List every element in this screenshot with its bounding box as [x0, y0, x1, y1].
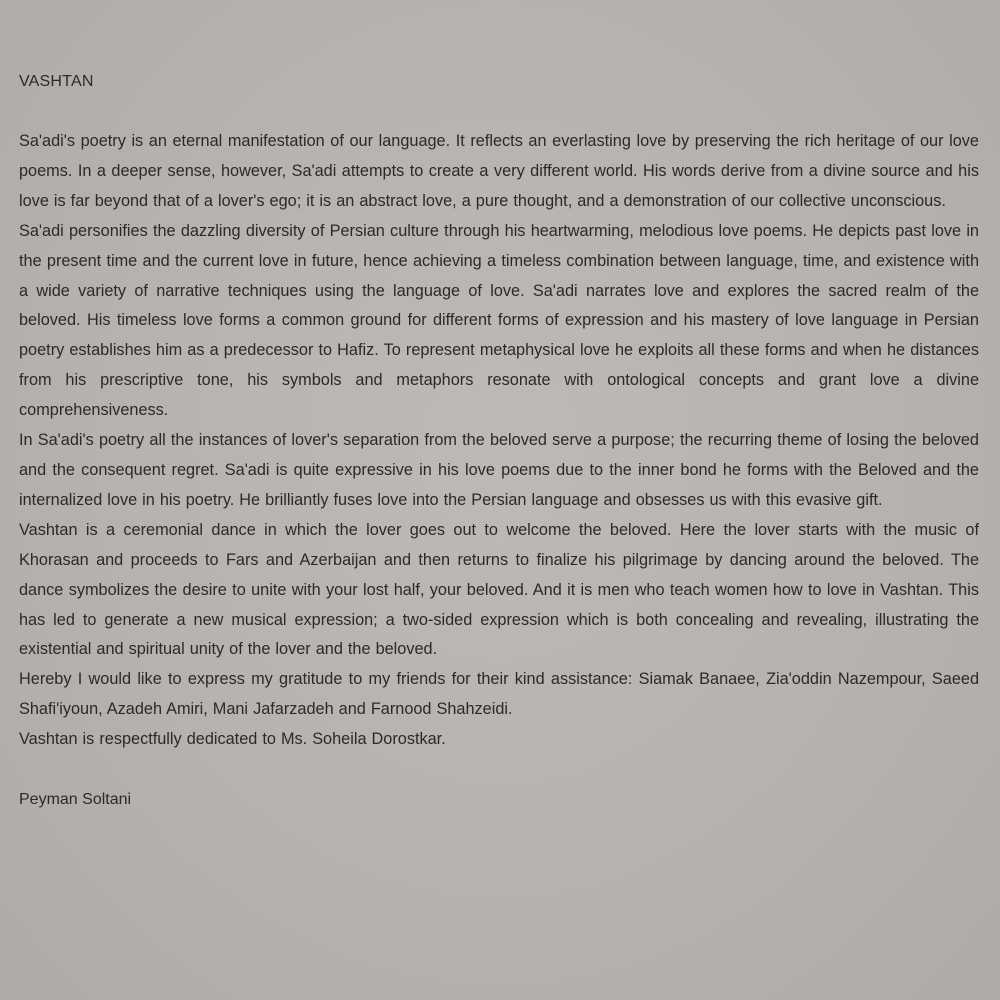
- author-signature: Peyman Soltani: [19, 791, 132, 809]
- document-title: VASHTAN: [19, 73, 94, 90]
- paragraph-persian-culture: Sa'adi personifies the dazzling diversity of Persian culture through his heartwarming, melodious love poems. He depicts past love in the present time and the current love in future, hence achieving a timeless combination between language, time, and existence with a wide variety of narrative techniques using the language of love. Sa'adi narrates love and explores the sacred realm of the beloved. His timeless love forms a common ground for different forms of expression and his mastery of love language in Persian poetry establishes him as a predecessor to Hafiz. To represent metaphysical love he exploits all these forms and when he distances from his prescriptive tone, his symbols and metaphors resonate with ontological concepts and grant love a divine comprehensiveness.: [19, 221, 979, 420]
- paragraph-dedication: Vashtan is respectfully dedicated to Ms. Soheila Dorostkar.: [19, 730, 446, 749]
- paragraph-intro: Sa'adi's poetry is an eternal manifestation of our language. It reflects an everlasting love by preserving the rich heritage of our love poems. In a deeper sense, however, Sa'adi attempts to create a very different world. His words derive from a divine source and his love is far beyond that of a lover's ego; it is an abstract love, a pure thought, and a demonstration of our collective unconscious.: [19, 132, 979, 210]
- document-body: [19, 127, 979, 755]
- paragraph-separation: In Sa'adi's poetry all the instances of lover's separation from the beloved serve a purpose; the recurring theme of losing the beloved and the consequent regret. Sa'adi is quite expressive in his love poems due to the inner bond he forms with the Beloved and the internalized love in his poetry. He brilliantly fuses love into the Persian language and obsesses us with this evasive gift.: [19, 431, 979, 509]
- paragraph-ceremonial-dance: Vashtan is a ceremonial dance in which the lover goes out to welcome the beloved. Here the lover starts with the music of Khorasan and proceeds to Fars and Azerbaijan and then returns to finalize his pilgrimage by dancing around the beloved. The dance symbolizes the desire to unite with your lost half, your beloved. And it is men who teach women how to love in Vashtan. This has led to generate a new musical expression; a two-sided expression which is both concealing and revealing, illustrating the existential and spiritual unity of the lover and the beloved.: [19, 520, 979, 659]
- paragraph-acknowledgements: Hereby I would like to express my gratitude to my friends for their kind assistance: Siamak Banaee, Zia'oddin Nazempour, Saeed Shafi'iyoun, Azadeh Amiri, Mani Jafarzadeh and Farnood Shahzeidi.: [19, 670, 979, 719]
